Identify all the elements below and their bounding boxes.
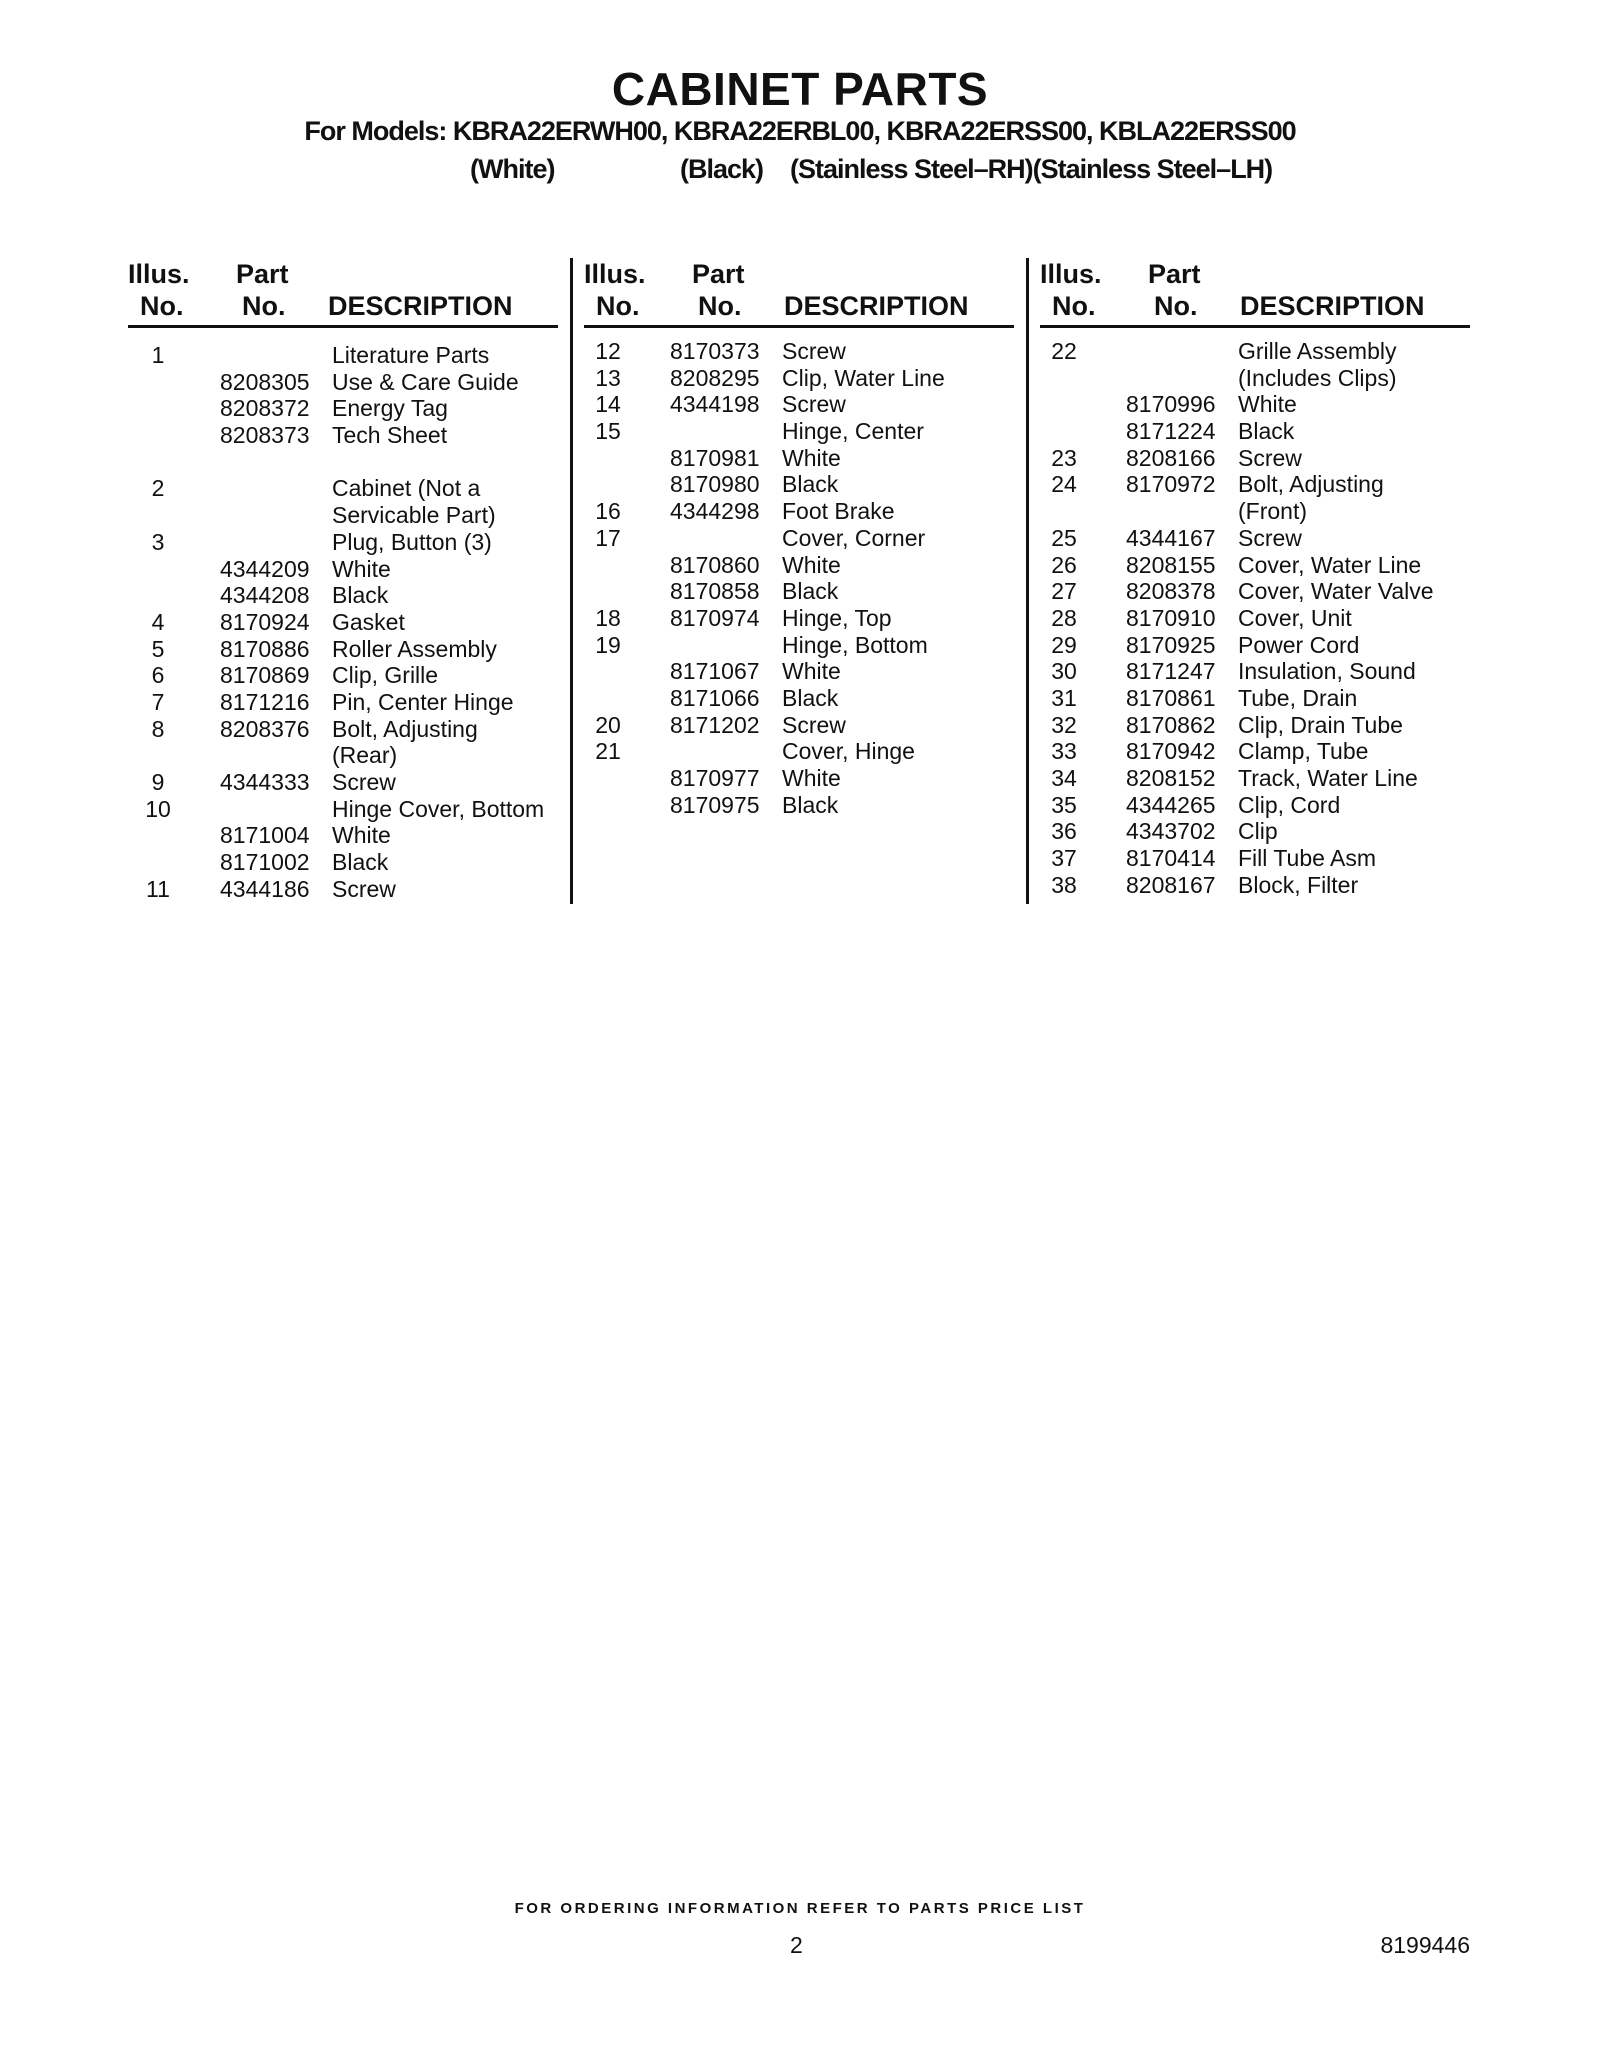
part-description: Cover, Corner bbox=[782, 524, 926, 551]
part-description: Bolt, Adjusting bbox=[1238, 471, 1384, 498]
part-number: 8170974 bbox=[670, 604, 760, 631]
illus-number: 37 bbox=[1051, 845, 1077, 872]
column-header bbox=[584, 258, 1024, 330]
header-part-no: No. bbox=[698, 291, 742, 321]
header-illus: Illus. bbox=[584, 259, 646, 289]
part-number: 8208166 bbox=[1126, 444, 1216, 471]
part-number: 8171216 bbox=[220, 688, 310, 715]
part-description: Track, Water Line bbox=[1238, 765, 1418, 791]
part-description: Black bbox=[332, 849, 389, 876]
part-number: 8208373 bbox=[220, 422, 310, 449]
part-description: (Front) bbox=[1238, 498, 1307, 525]
illus-number: 2 bbox=[151, 475, 165, 502]
part-description: Literature Parts bbox=[332, 342, 490, 368]
part-description: Screw bbox=[782, 391, 846, 418]
part-description: (Rear) bbox=[332, 742, 398, 769]
part-description: Black bbox=[782, 471, 839, 498]
column-header bbox=[1040, 258, 1480, 330]
part-description: Hinge, Top bbox=[782, 604, 892, 631]
finish-stainless: (Stainless Steel–RH)(Stainless Steel–LH) bbox=[790, 154, 1273, 184]
header-part: Part bbox=[1148, 259, 1201, 289]
part-number: 4344167 bbox=[1126, 524, 1216, 551]
part-number: 8170942 bbox=[1126, 738, 1216, 765]
header-description: DESCRIPTION bbox=[1240, 291, 1425, 321]
header-description: DESCRIPTION bbox=[328, 291, 513, 321]
illus-number: 31 bbox=[1051, 684, 1077, 711]
part-number: 8208155 bbox=[1126, 551, 1216, 578]
part-description: Cover, Water Line bbox=[1238, 551, 1422, 578]
header-part-no: No. bbox=[242, 291, 286, 321]
illus-number: 32 bbox=[1051, 711, 1077, 738]
header-illus-no: No. bbox=[596, 291, 640, 321]
part-number: 8170886 bbox=[220, 635, 310, 662]
part-description: Gasket bbox=[332, 608, 405, 635]
part-number: 8170972 bbox=[1126, 471, 1216, 498]
part-number: 8170373 bbox=[670, 338, 760, 364]
illus-number: 30 bbox=[1051, 658, 1077, 685]
part-description: Screw bbox=[1238, 444, 1302, 471]
part-description: Insulation, Sound bbox=[1238, 658, 1416, 685]
part-description: Screw bbox=[332, 769, 396, 795]
part-description: Cover, Hinge bbox=[782, 738, 915, 765]
part-number: 8170869 bbox=[220, 662, 310, 689]
part-description: Block, Filter bbox=[1238, 871, 1359, 898]
illus-number: 9 bbox=[151, 769, 165, 795]
illus-number: 14 bbox=[595, 391, 621, 418]
part-description: Black bbox=[1238, 418, 1295, 445]
part-description: White bbox=[332, 555, 391, 582]
part-description: Clip, Cord bbox=[1238, 791, 1341, 818]
part-number: 4343702 bbox=[1126, 818, 1216, 845]
part-number: 8171067 bbox=[670, 658, 760, 685]
part-description: Clip bbox=[1238, 818, 1278, 845]
part-number: 8170862 bbox=[1126, 711, 1216, 738]
illus-number: 10 bbox=[145, 795, 171, 822]
illus-number: 36 bbox=[1051, 818, 1077, 845]
part-description: Black bbox=[332, 582, 389, 609]
document-number: 8199446 bbox=[1380, 1932, 1470, 1958]
part-description: Clip, Grille bbox=[332, 662, 439, 689]
illus-number: 1 bbox=[151, 342, 165, 368]
part-description: White bbox=[782, 765, 841, 791]
part-number: 8208372 bbox=[220, 395, 310, 422]
part-description: White bbox=[782, 551, 841, 578]
header-rule bbox=[128, 325, 558, 328]
part-number: 8171224 bbox=[1126, 418, 1216, 445]
part-number: 8171004 bbox=[220, 822, 310, 849]
illus-number: 35 bbox=[1051, 791, 1077, 818]
part-description: Screw bbox=[1238, 524, 1302, 551]
part-description: Foot Brake bbox=[782, 498, 895, 525]
illus-number: 21 bbox=[595, 738, 621, 765]
header-part-no: No. bbox=[1154, 291, 1198, 321]
part-number: 8170975 bbox=[670, 791, 760, 818]
part-description: Clip, Drain Tube bbox=[1238, 711, 1403, 738]
part-description: Bolt, Adjusting bbox=[332, 715, 478, 742]
part-description: (Includes Clips) bbox=[1238, 364, 1397, 391]
part-number: 8170860 bbox=[670, 551, 760, 578]
part-description: White bbox=[1238, 391, 1297, 418]
illus-number: 33 bbox=[1051, 738, 1077, 765]
column-divider bbox=[1026, 258, 1029, 904]
illus-number: 16 bbox=[595, 498, 621, 525]
part-number: 8170414 bbox=[1126, 845, 1216, 872]
illus-number: 22 bbox=[1051, 338, 1077, 364]
illus-number: 28 bbox=[1051, 604, 1077, 631]
part-description: Black bbox=[782, 791, 839, 818]
header-illus: Illus. bbox=[128, 259, 190, 289]
part-number: 8208295 bbox=[670, 364, 760, 391]
part-description: Roller Assembly bbox=[332, 635, 497, 662]
models-line: For Models: KBRA22ERWH00, KBRA22ERBL00, KBRA22ERSS00, KBLA22ERSS00 bbox=[304, 116, 1296, 146]
part-description: Plug, Button (3) bbox=[332, 528, 492, 555]
header-description: DESCRIPTION bbox=[784, 291, 969, 321]
header-rule bbox=[584, 325, 1014, 328]
illus-number: 34 bbox=[1051, 765, 1077, 791]
column-divider bbox=[570, 258, 573, 904]
part-number: 8208152 bbox=[1126, 765, 1216, 791]
part-number: 8170925 bbox=[1126, 631, 1216, 658]
illus-number: 18 bbox=[595, 604, 621, 631]
parts-column-2 bbox=[584, 258, 1024, 330]
illus-number: 6 bbox=[151, 662, 165, 689]
part-description: Screw bbox=[782, 338, 846, 364]
part-description: Screw bbox=[782, 711, 846, 738]
part-number: 4344208 bbox=[220, 582, 310, 609]
part-number: 8170977 bbox=[670, 765, 760, 791]
parts-column-1 bbox=[128, 258, 568, 330]
part-description: Clip, Water Line bbox=[782, 364, 945, 391]
part-number: 8171247 bbox=[1126, 658, 1216, 685]
illus-number: 19 bbox=[595, 631, 621, 658]
part-number: 8208378 bbox=[1126, 578, 1216, 605]
illus-number: 7 bbox=[151, 688, 165, 715]
part-description: Energy Tag bbox=[332, 395, 448, 422]
part-number: 4344209 bbox=[220, 555, 310, 582]
illus-number: 24 bbox=[1051, 471, 1077, 498]
part-description: White bbox=[782, 658, 841, 685]
page-number: 2 bbox=[790, 1932, 803, 1958]
part-number: 8170924 bbox=[220, 608, 310, 635]
part-description: Servicable Part) bbox=[332, 502, 496, 529]
part-description: Black bbox=[782, 684, 839, 711]
finish-white: (White) bbox=[470, 154, 555, 184]
part-description: Tube, Drain bbox=[1238, 684, 1358, 711]
part-number: 4344333 bbox=[220, 769, 310, 795]
header-illus-no: No. bbox=[140, 291, 184, 321]
illus-number: 8 bbox=[151, 715, 165, 742]
part-number: 4344198 bbox=[670, 391, 760, 418]
part-number: 8171066 bbox=[670, 684, 760, 711]
part-description: Cabinet (Not a bbox=[332, 475, 481, 502]
part-description: White bbox=[332, 822, 391, 849]
part-description: Grille Assembly bbox=[1238, 338, 1397, 364]
illus-number: 20 bbox=[595, 711, 621, 738]
illus-number: 15 bbox=[595, 418, 621, 445]
parts-column-3 bbox=[1040, 258, 1480, 330]
illus-number: 26 bbox=[1051, 551, 1077, 578]
part-description: Fill Tube Asm bbox=[1238, 845, 1377, 872]
part-number: 8170981 bbox=[670, 444, 760, 471]
part-description: Power Cord bbox=[1238, 631, 1360, 658]
header-illus: Illus. bbox=[1040, 259, 1102, 289]
header-part: Part bbox=[692, 259, 745, 289]
part-description: Cover, Water Valve bbox=[1238, 578, 1434, 605]
illus-number: 23 bbox=[1051, 444, 1077, 471]
illus-number: 25 bbox=[1051, 524, 1077, 551]
part-description: White bbox=[782, 444, 841, 471]
part-number: 8170858 bbox=[670, 578, 760, 605]
part-number: 8170861 bbox=[1126, 684, 1216, 711]
illus-number: 17 bbox=[595, 524, 621, 551]
illus-number: 4 bbox=[151, 608, 165, 635]
illus-number: 38 bbox=[1051, 871, 1077, 898]
illus-number: 27 bbox=[1051, 578, 1077, 605]
part-number: 8170996 bbox=[1126, 391, 1216, 418]
part-description: Hinge, Center bbox=[782, 418, 924, 445]
header-illus-no: No. bbox=[1052, 291, 1096, 321]
part-description: Screw bbox=[332, 875, 396, 902]
part-description: Pin, Center Hinge bbox=[332, 688, 514, 715]
part-number: 4344298 bbox=[670, 498, 760, 525]
illus-number: 29 bbox=[1051, 631, 1077, 658]
illus-number: 3 bbox=[151, 528, 165, 555]
part-number: 8208167 bbox=[1126, 871, 1216, 898]
part-description: Use & Care Guide bbox=[332, 368, 519, 395]
part-number: 8208376 bbox=[220, 715, 310, 742]
part-description: Hinge, Bottom bbox=[782, 631, 928, 658]
illus-number: 13 bbox=[595, 364, 621, 391]
finish-black: (Black) bbox=[680, 154, 764, 184]
header-rule bbox=[1040, 325, 1470, 328]
part-number: 8170910 bbox=[1126, 604, 1216, 631]
part-description: Hinge Cover, Bottom bbox=[332, 795, 545, 822]
header-part: Part bbox=[236, 259, 289, 289]
part-description: Cover, Unit bbox=[1238, 604, 1352, 631]
illus-number: 5 bbox=[151, 635, 165, 662]
part-number: 8171202 bbox=[670, 711, 760, 738]
part-description: Tech Sheet bbox=[332, 422, 448, 449]
column-header bbox=[128, 258, 568, 330]
part-number: 8208305 bbox=[220, 368, 310, 395]
page-title: CABINET PARTS bbox=[611, 63, 989, 115]
illus-number: 11 bbox=[146, 875, 170, 902]
illus-number: 12 bbox=[595, 338, 621, 364]
ordering-note: FOR ORDERING INFORMATION REFER TO PARTS PRICE LIST bbox=[514, 1900, 1086, 1917]
part-description: Clamp, Tube bbox=[1238, 738, 1369, 765]
part-number: 8171002 bbox=[220, 849, 310, 876]
part-description: Black bbox=[782, 578, 839, 605]
part-number: 4344186 bbox=[220, 875, 310, 902]
part-number: 8170980 bbox=[670, 471, 760, 498]
part-number: 4344265 bbox=[1126, 791, 1216, 818]
